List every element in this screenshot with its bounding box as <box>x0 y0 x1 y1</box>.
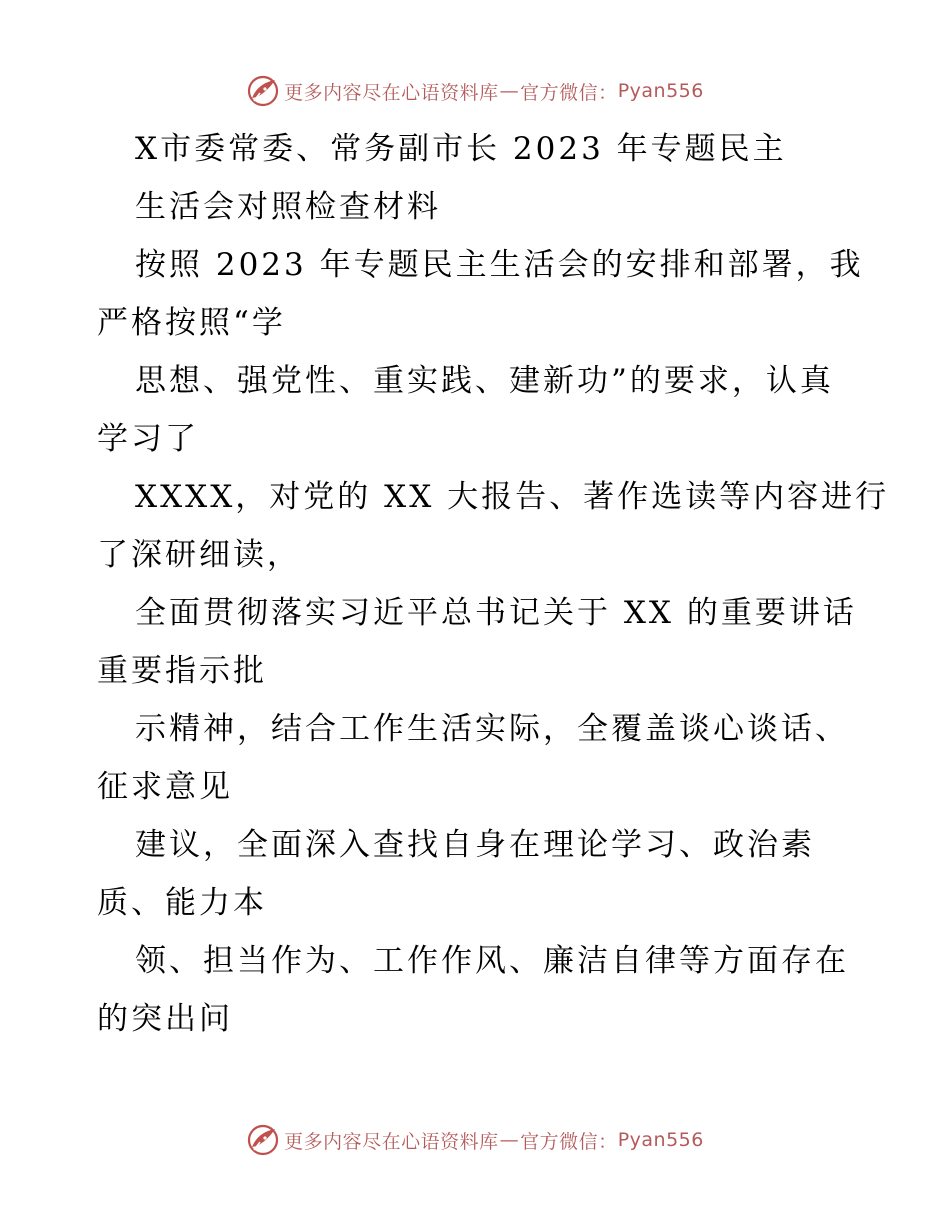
document-line: 建议，全面深入查找自身在理论学习、政治素 <box>135 827 815 863</box>
document-line: 示精神，结合工作生活实际，全覆盖谈心谈话、 <box>135 711 849 747</box>
document-line: XXXX，对党的 XX 大报告、著作选读等内容进行 <box>135 479 890 515</box>
document-line: 的突出问 <box>97 1001 233 1037</box>
watermark-contact-label: 官方微信： <box>520 1130 618 1153</box>
document-line: 了深研细读， <box>97 537 301 573</box>
pen-nib-logo-icon <box>246 1123 280 1157</box>
document-line: 质、能力本 <box>97 885 267 921</box>
document-line: 思想、强党性、重实践、建新功”的要求，认真 <box>135 363 834 399</box>
document-line: 生活会对照检查材料 <box>135 189 441 225</box>
watermark-contact-id: Pyan556 <box>617 80 704 102</box>
document-line: 按照 2023 年专题民主生活会的安排和部署，我 <box>135 247 864 283</box>
footer-watermark <box>0 1120 950 1160</box>
document-line: X市委常委、常务副市长 2023 年专题民主 <box>135 131 787 167</box>
watermark-contact-id: Pyan556 <box>617 1129 704 1151</box>
header-watermark <box>0 71 950 111</box>
document-line: 重要指示批 <box>97 653 267 689</box>
watermark-separator: — <box>499 80 520 102</box>
watermark-text: 更多内容尽在心语资料库 <box>284 1130 499 1153</box>
watermark-text: 更多内容尽在心语资料库 <box>284 81 499 104</box>
document-line: 严格按照“学 <box>97 305 286 341</box>
watermark-separator: — <box>499 1129 520 1151</box>
watermark-contact-label: 官方微信： <box>520 81 618 104</box>
document-line: 学习了 <box>97 421 199 457</box>
document-line: 全面贯彻落实习近平总书记关于 XX 的重要讲话 <box>135 595 857 631</box>
document-body <box>97 120 890 1048</box>
document-line: 征求意见 <box>97 769 233 805</box>
pen-nib-logo-icon <box>246 74 280 108</box>
document-line: 领、担当作为、工作作风、廉洁自律等方面存在 <box>135 943 849 979</box>
